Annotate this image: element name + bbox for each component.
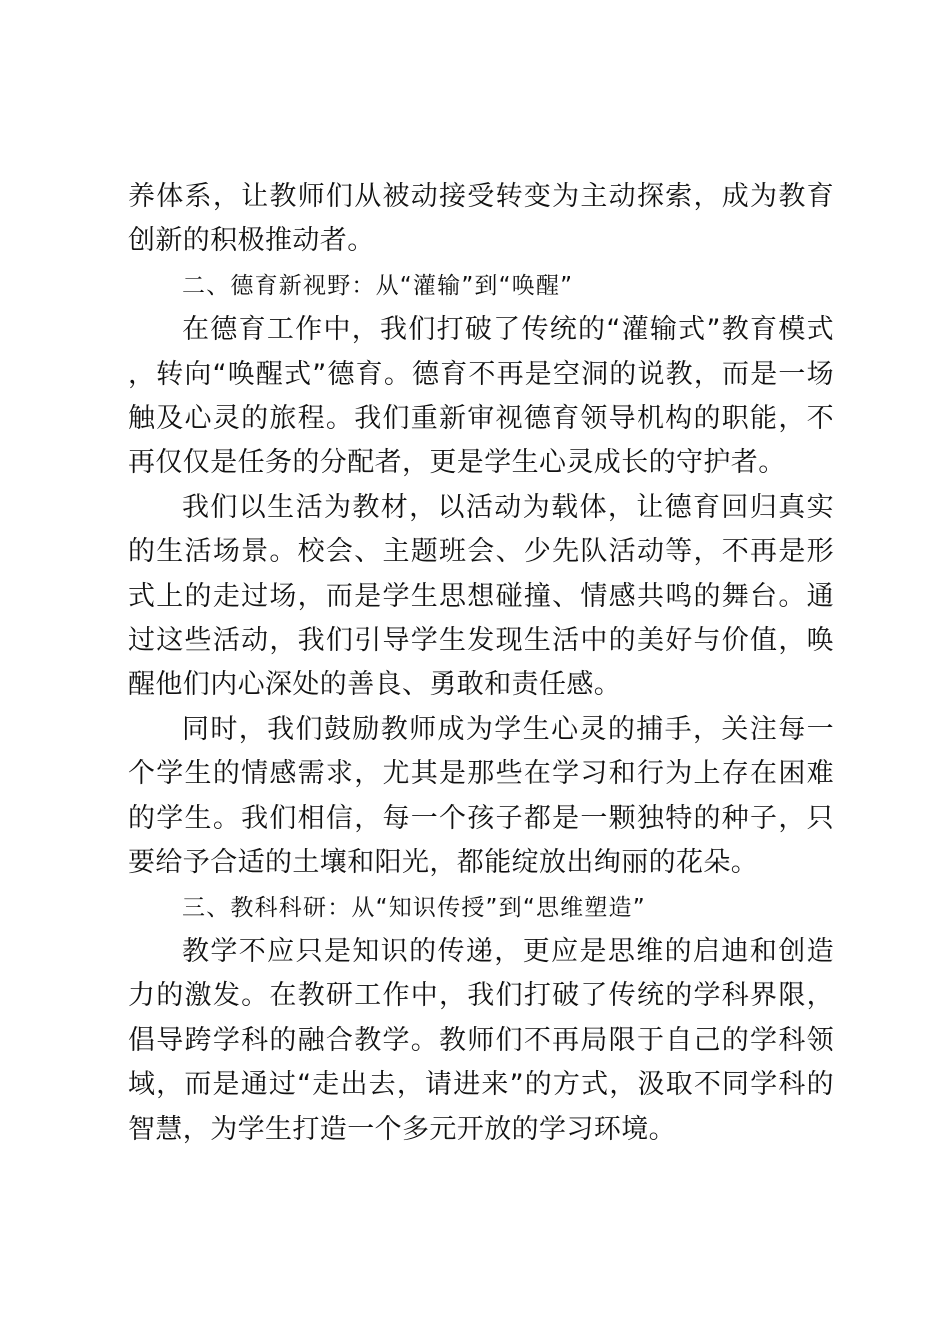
paragraph-moral-education-intro: 在德育工作中，我们打破了传统的“灌输式”教育模式，转向“唤醒式”德育。德育不再是空洞的说教，而是一场触及心灵的旅程。我们重新审视德育领导机构的职能，不再仅仅是任务的分配者，更是学生心灵成长的守护者。 <box>128 314 834 479</box>
paragraph-life-activities: 我们以生活为教材，以活动为载体，让德育回归真实的生活场景。校会、主题班会、少先队活动等，不再是形式上的走过场，而是学生思想碰撞、情感共鸣的舞台。通过这些活动，我们引导学生发现生活中的美好与价值，唤醒他们内心深处的善良、勇敢和责任感。 <box>128 491 834 701</box>
paragraph-teaching-research: 教学不应只是知识的传递，更应是思维的启迪和创造力的激发。在教研工作中，我们打破了传统的学科界限，倡导跨学科的融合教学。教师们不再局限于自己的学科领域，而是通过“走出去，请进来”的方式，汲取不同学科的智慧，为学生打造一个多元开放的学习环境。 <box>128 935 834 1145</box>
section-heading-moral-education: 二、德育新视野：从“灌输”到“唤醒” <box>182 272 574 299</box>
document-body <box>128 175 834 1152</box>
paragraph-continuation: 养体系，让教师们从被动接受转变为主动探索，成为教育创新的积极推动者。 <box>128 181 834 257</box>
section-heading-teaching-research: 三、教科科研：从“知识传授”到“思维塑造” <box>182 894 646 921</box>
paragraph-teacher-care: 同时，我们鼓励教师成为学生心灵的捕手，关注每一个学生的情感需求，尤其是那些在学习和行为上存在困难的学生。我们相信，每一个孩子都是一颗独特的种子，只要给予合适的土壤和阳光，都能绽放出绚丽的花朵。 <box>128 713 834 879</box>
